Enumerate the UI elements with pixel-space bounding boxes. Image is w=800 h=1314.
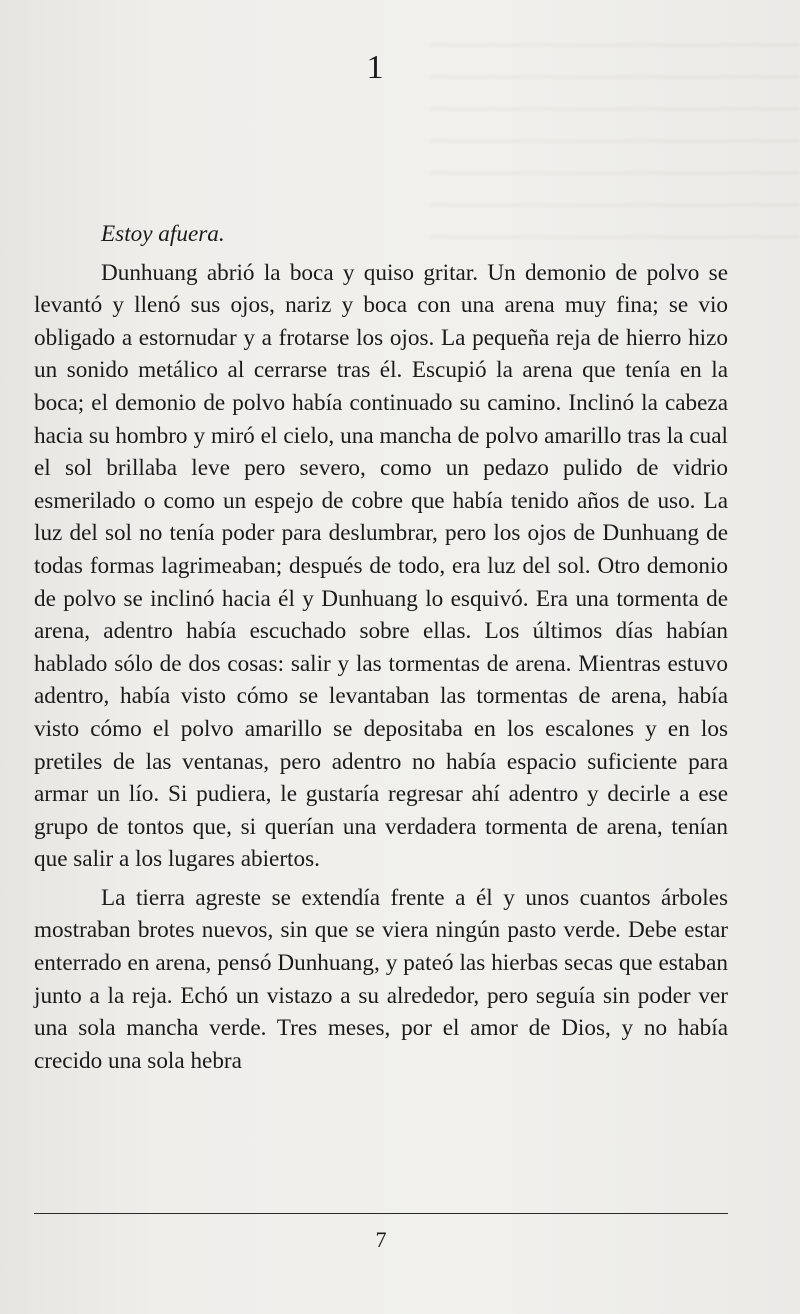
page-number: 7 bbox=[375, 1227, 387, 1252]
footer-divider bbox=[34, 1213, 728, 1214]
paragraph: La tierra agreste se extendía frente a él y unos cuantos árboles mostraban brotes nuevos, sin que se viera ningún pasto verde. Debe estar enterrado en arena, pensó Dunhuang, y pateó las hierbas secas que estaban junto a la reja. Echó un vistazo a su alrededor, pero seguía sin poder ver una sola mancha verde. Tres meses, por el amor de Dios, y no había crecido una sola hebra bbox=[34, 884, 728, 1074]
paragraph-opening-line: Estoy afuera. bbox=[101, 221, 225, 247]
body-text bbox=[34, 218, 728, 1077]
chapter-number: 1 bbox=[366, 49, 384, 86]
paragraph: Dunhuang abrió la boca y quiso gritar. Un demonio de polvo se levantó y llenó sus ojos, nariz y boca con una arena muy fina; se vio obligado a estornudar y a frotarse los ojos. La pequeña reja de hierro hizo un sonido metálico al cerrarse tras él. Escupió la arena que tenía en la boca; el demonio de polvo había continuado su camino. Inclinó la cabeza hacia su hombro y miró el cielo, una mancha de polvo amarillo tras la cual el sol brillaba leve pero severo, como un pedazo pulido de vidrio esmerilado o como un espejo de cobre que había tenido años de uso. La luz del sol no tenía poder para deslumbrar, pero los ojos de Dunhuang de todas formas lagrimeaban; después de todo, era luz del sol. Otro demonio de polvo se inclinó hacia él y Dunhuang lo esquivó. Era una tormenta de arena, adentro había escuchado sobre ellas. Los últimos días habían hablado sólo de dos cosas: salir y las tormentas de arena. Mientras estuvo adentro, había visto cómo se levantaban las tormentas de arena, había visto cómo el polvo amarillo se depositaba en los escalones y en los pretiles de las ventanas, pero adentro no había espacio suficiente para armar un lío. Si pudiera, le gustaría regresar ahí adentro y decirle a ese grupo de tontos que, si querían una verdadera tormenta de arena, tenían que salir a los lugares abiertos. bbox=[34, 259, 728, 873]
